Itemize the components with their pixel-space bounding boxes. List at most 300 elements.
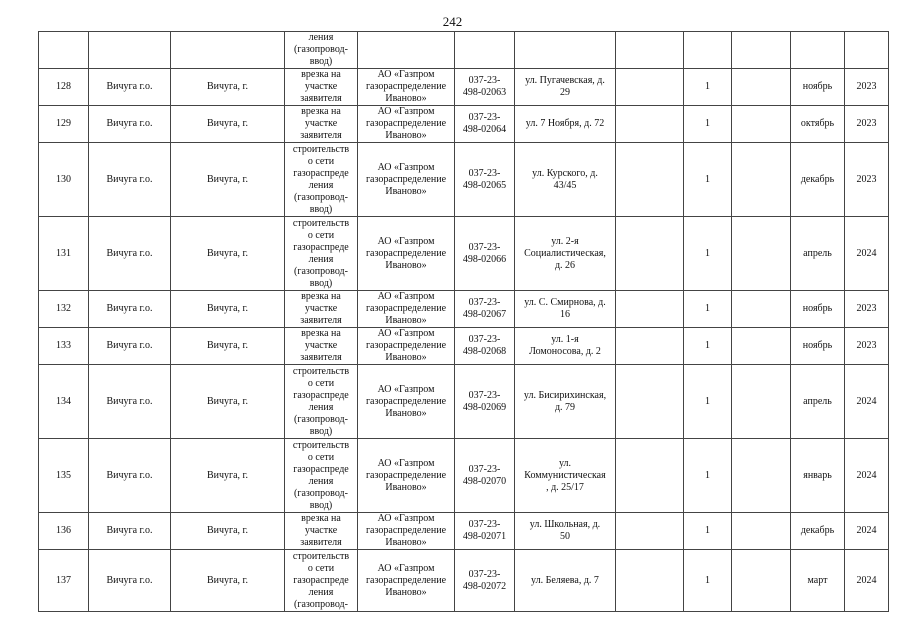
org-line: АО «Газпром xyxy=(377,383,435,395)
work-type-line: ввод) xyxy=(309,56,333,67)
cell-month: ноябрь xyxy=(791,328,845,365)
address-lines xyxy=(516,236,614,272)
table-row xyxy=(39,365,889,439)
cell-code xyxy=(455,217,515,291)
work-type-line: заявителя xyxy=(300,315,342,326)
address-line: ул. Беляева, д. 7 xyxy=(531,574,599,586)
cell-empty xyxy=(616,143,684,217)
work-type-line: газораспреде xyxy=(293,574,349,586)
code-line: 498-02065 xyxy=(462,179,507,191)
cell-empty xyxy=(732,106,791,143)
cell-municipality: Вичуга г.о. xyxy=(89,69,171,106)
address-lines xyxy=(516,168,614,192)
cell-year: 2024 xyxy=(845,217,889,291)
address-line: Коммунистическая xyxy=(524,469,606,481)
table-row xyxy=(39,217,889,291)
cell-settlement: Вичуга, г. xyxy=(171,69,285,106)
cell-year: 2023 xyxy=(845,69,889,106)
cell-year: 2024 xyxy=(845,439,889,513)
cell-settlement: Вичуга, г. xyxy=(171,217,285,291)
address-line: 50 xyxy=(560,531,570,542)
cell-num: 134 xyxy=(39,365,89,439)
org-line: АО «Газпром xyxy=(377,328,435,339)
org-lines xyxy=(359,69,453,105)
cell-work-type xyxy=(285,550,358,612)
cell-count: 1 xyxy=(684,69,732,106)
address-line: Ломоносова, д. 2 xyxy=(529,346,601,357)
cell-work-type xyxy=(285,143,358,217)
work-type-line: о сети xyxy=(307,377,335,389)
cell-code xyxy=(455,365,515,439)
code-lines xyxy=(456,112,513,136)
cell-org xyxy=(358,69,455,106)
work-type-lines xyxy=(286,106,356,142)
work-type-line: (газопровод- xyxy=(294,191,348,203)
org-line: Иваново» xyxy=(385,537,427,548)
address-line: ул. С. Смирнова, д. xyxy=(524,297,606,308)
work-type-line: ления xyxy=(308,475,334,487)
work-type-line: строительств xyxy=(292,143,350,155)
work-type-lines xyxy=(286,144,356,216)
table-row-partial xyxy=(39,32,889,69)
org-line: Иваново» xyxy=(385,352,427,363)
cell-num: 131 xyxy=(39,217,89,291)
address-line: ул. 1-я xyxy=(551,334,579,345)
work-type-line: заявителя xyxy=(300,93,342,104)
table-row xyxy=(39,106,889,143)
cell-month: октябрь xyxy=(791,106,845,143)
cell-empty xyxy=(732,69,791,106)
cell-count: 1 xyxy=(684,217,732,291)
code-line: 037-23- xyxy=(468,75,501,86)
cell-municipality: Вичуга г.о. xyxy=(89,143,171,217)
cell-org xyxy=(358,365,455,439)
org-line: АО «Газпром xyxy=(377,235,435,247)
cell-work-type xyxy=(285,365,358,439)
cell-count: 1 xyxy=(684,106,732,143)
code-line: 037-23- xyxy=(468,334,501,345)
work-type-line: газораспреде xyxy=(293,463,349,475)
org-line: газораспределение xyxy=(365,340,447,351)
code-line: 498-02070 xyxy=(462,475,507,487)
registry-body xyxy=(39,32,889,612)
cell-code xyxy=(455,328,515,365)
cell-empty xyxy=(616,217,684,291)
org-line: АО «Газпром xyxy=(377,106,435,117)
org-line: газораспределение xyxy=(365,81,447,92)
cell-year: 2024 xyxy=(845,365,889,439)
cell-org xyxy=(358,143,455,217)
cell-month: ноябрь xyxy=(791,291,845,328)
cell-code xyxy=(455,550,515,612)
cell-empty xyxy=(616,439,684,513)
cell-year: 2023 xyxy=(845,291,889,328)
code-line: 498-02067 xyxy=(462,309,507,320)
cell-org xyxy=(358,217,455,291)
work-type-line: участке xyxy=(304,340,338,351)
org-line: Иваново» xyxy=(385,586,427,598)
cell-year: 2024 xyxy=(845,513,889,550)
org-line: АО «Газпром xyxy=(377,69,435,80)
cell-year: 2024 xyxy=(845,550,889,612)
gas-connection-registry-table xyxy=(38,31,889,612)
address-line: 43/45 xyxy=(553,179,577,191)
cell-num: 130 xyxy=(39,143,89,217)
cell-code xyxy=(455,513,515,550)
work-type-line: ввод) xyxy=(309,499,333,511)
cell-empty xyxy=(616,291,684,328)
cell-num: 137 xyxy=(39,550,89,612)
work-type-line: заявителя xyxy=(300,537,342,548)
work-type-line: строительств xyxy=(292,365,350,377)
code-lines xyxy=(456,297,513,321)
org-line: АО «Газпром xyxy=(377,513,435,524)
work-type-line: ления xyxy=(308,586,334,598)
address-line: ул. Курского, д. xyxy=(532,167,598,179)
work-type-line: (газопровод- xyxy=(294,265,348,277)
code-lines xyxy=(456,519,513,543)
cell-empty xyxy=(616,106,684,143)
cell-settlement: Вичуга, г. xyxy=(171,143,285,217)
org-line: Иваново» xyxy=(385,185,427,197)
cell-address xyxy=(515,550,616,612)
address-line: 29 xyxy=(560,87,570,98)
cell-year: 2023 xyxy=(845,143,889,217)
work-type-lines xyxy=(286,551,356,611)
table-row xyxy=(39,291,889,328)
code-lines xyxy=(456,569,513,593)
cell-work-type xyxy=(285,328,358,365)
address-lines xyxy=(516,297,614,321)
address-lines xyxy=(516,334,614,358)
cell-empty xyxy=(732,550,791,612)
cell-month: январь xyxy=(791,439,845,513)
address-lines xyxy=(516,458,614,494)
org-line: газораспределение xyxy=(365,525,447,536)
cell-municipality: Вичуга г.о. xyxy=(89,365,171,439)
page-number: 242 xyxy=(442,14,463,29)
cell-municipality: Вичуга г.о. xyxy=(89,550,171,612)
cell-month xyxy=(791,32,845,69)
address-lines xyxy=(516,75,614,99)
cell-work-type xyxy=(285,217,358,291)
cell-num xyxy=(39,32,89,69)
work-type-line: ввод) xyxy=(309,425,333,437)
cell-empty xyxy=(616,69,684,106)
cell-code xyxy=(455,439,515,513)
cell-num: 128 xyxy=(39,69,89,106)
cell-month: апрель xyxy=(791,365,845,439)
code-lines xyxy=(456,464,513,488)
cell-address xyxy=(515,365,616,439)
cell-empty xyxy=(684,32,732,69)
work-type-lines xyxy=(286,218,356,290)
work-type-lines xyxy=(286,366,356,438)
work-type-line: газораспреде xyxy=(293,389,349,401)
table-row xyxy=(39,550,889,612)
cell-org xyxy=(358,513,455,550)
cell-count: 1 xyxy=(684,439,732,513)
cell-org xyxy=(358,106,455,143)
code-lines xyxy=(456,168,513,192)
cell-municipality: Вичуга г.о. xyxy=(89,439,171,513)
work-type-line: ления xyxy=(308,253,334,265)
work-type-line: участке xyxy=(304,81,338,92)
code-line: 498-02063 xyxy=(462,87,507,98)
work-type-line: врезка на xyxy=(301,291,341,302)
cell-settlement: Вичуга, г. xyxy=(171,106,285,143)
cell-count: 1 xyxy=(684,365,732,439)
cell-count: 1 xyxy=(684,550,732,612)
code-line: 037-23- xyxy=(468,519,501,530)
cell-org xyxy=(358,291,455,328)
code-line: 037-23- xyxy=(468,297,501,308)
org-lines xyxy=(359,106,453,142)
cell-month: декабрь xyxy=(791,513,845,550)
cell-empty xyxy=(732,217,791,291)
cell-count: 1 xyxy=(684,291,732,328)
work-type-line: о сети xyxy=(307,229,335,241)
address-line: 16 xyxy=(560,309,570,320)
work-type-line: строительств xyxy=(292,217,350,229)
cell-org xyxy=(358,32,455,69)
org-lines xyxy=(359,162,453,198)
code-line: 498-02069 xyxy=(462,401,507,413)
table-row xyxy=(39,143,889,217)
cell-empty xyxy=(616,513,684,550)
org-lines xyxy=(359,513,453,549)
code-line: 037-23- xyxy=(468,112,501,123)
org-line: АО «Газпром xyxy=(377,291,435,302)
cell-org xyxy=(358,439,455,513)
code-line: 037-23- xyxy=(468,568,501,580)
cell-work-type xyxy=(285,32,358,69)
code-line: 498-02072 xyxy=(462,580,507,592)
address-lines xyxy=(516,519,614,543)
work-type-line: участке xyxy=(304,118,338,129)
cell-empty xyxy=(732,143,791,217)
table-row xyxy=(39,513,889,550)
cell-code xyxy=(455,69,515,106)
cell-year xyxy=(845,32,889,69)
cell-num: 135 xyxy=(39,439,89,513)
cell-count: 1 xyxy=(684,513,732,550)
cell-count: 1 xyxy=(684,328,732,365)
cell-settlement: Вичуга, г. xyxy=(171,439,285,513)
cell-num: 136 xyxy=(39,513,89,550)
address-line: ул. 2-я xyxy=(551,235,579,247)
address-line: ул. xyxy=(558,457,572,469)
cell-settlement: Вичуга, г. xyxy=(171,291,285,328)
org-lines xyxy=(359,563,453,599)
work-type-line: заявителя xyxy=(300,130,342,141)
cell-settlement: Вичуга, г. xyxy=(171,513,285,550)
org-lines xyxy=(359,236,453,272)
work-type-line: строительств xyxy=(292,550,350,562)
table-row xyxy=(39,69,889,106)
cell-work-type xyxy=(285,106,358,143)
org-line: Иваново» xyxy=(385,130,427,141)
cell-code xyxy=(455,143,515,217)
cell-org xyxy=(358,550,455,612)
work-type-lines xyxy=(286,328,356,364)
work-type-line: (газопровод- xyxy=(294,44,348,55)
cell-empty xyxy=(732,291,791,328)
work-type-line: участке xyxy=(304,525,338,536)
cell-address xyxy=(515,32,616,69)
address-line: Социалистическая, xyxy=(524,247,606,259)
cell-code xyxy=(455,291,515,328)
cell-month: апрель xyxy=(791,217,845,291)
work-type-line: о сети xyxy=(307,562,335,574)
cell-address xyxy=(515,439,616,513)
work-type-lines xyxy=(286,32,356,68)
cell-num: 129 xyxy=(39,106,89,143)
work-type-line: ления xyxy=(308,401,334,413)
cell-month: декабрь xyxy=(791,143,845,217)
work-type-line: (газопровод- xyxy=(294,487,348,499)
org-line: Иваново» xyxy=(385,259,427,271)
cell-month: ноябрь xyxy=(791,69,845,106)
cell-municipality xyxy=(89,32,171,69)
org-lines xyxy=(359,384,453,420)
cell-empty xyxy=(616,328,684,365)
org-line: АО «Газпром xyxy=(377,457,435,469)
org-line: Иваново» xyxy=(385,407,427,419)
work-type-line: ввод) xyxy=(309,203,333,215)
work-type-line: врезка на xyxy=(301,106,341,117)
work-type-lines xyxy=(286,440,356,512)
cell-work-type xyxy=(285,439,358,513)
address-line: ул. Пугачевская, д. xyxy=(525,75,605,86)
code-line: 498-02066 xyxy=(462,253,507,265)
cell-address xyxy=(515,106,616,143)
org-line: Иваново» xyxy=(385,93,427,104)
cell-work-type xyxy=(285,291,358,328)
cell-count: 1 xyxy=(684,143,732,217)
work-type-line: газораспреде xyxy=(293,167,349,179)
address-lines xyxy=(516,118,614,130)
code-lines xyxy=(456,75,513,99)
org-line: Иваново» xyxy=(385,481,427,493)
cell-empty xyxy=(616,32,684,69)
cell-empty xyxy=(616,550,684,612)
cell-num: 132 xyxy=(39,291,89,328)
address-line: д. 79 xyxy=(554,401,576,413)
address-line: , д. 25/17 xyxy=(546,481,584,493)
org-lines xyxy=(359,291,453,327)
org-line: АО «Газпром xyxy=(377,161,435,173)
cell-settlement: Вичуга, г. xyxy=(171,328,285,365)
table-row xyxy=(39,328,889,365)
org-line: газораспределение xyxy=(365,574,447,586)
org-line: газораспределение xyxy=(365,395,447,407)
org-line: газораспределение xyxy=(365,303,447,314)
code-line: 498-02068 xyxy=(462,346,507,357)
cell-municipality: Вичуга г.о. xyxy=(89,328,171,365)
org-line: Иваново» xyxy=(385,315,427,326)
work-type-line: о сети xyxy=(307,155,335,167)
work-type-lines xyxy=(286,291,356,327)
org-lines xyxy=(359,328,453,364)
cell-municipality: Вичуга г.о. xyxy=(89,513,171,550)
org-line: газораспределение xyxy=(365,173,447,185)
address-lines xyxy=(516,390,614,414)
work-type-line: ления xyxy=(308,179,334,191)
code-line: 498-02064 xyxy=(462,124,507,135)
cell-address xyxy=(515,69,616,106)
cell-year: 2023 xyxy=(845,328,889,365)
org-line: газораспределение xyxy=(365,247,447,259)
work-type-lines xyxy=(286,69,356,105)
address-line: ул. 7 Ноября, д. 72 xyxy=(525,118,605,129)
cell-address xyxy=(515,328,616,365)
cell-work-type xyxy=(285,513,358,550)
cell-empty xyxy=(732,32,791,69)
code-line: 037-23- xyxy=(468,389,501,401)
org-line: АО «Газпром xyxy=(377,562,435,574)
work-type-lines xyxy=(286,513,356,549)
address-line: д. 26 xyxy=(554,259,576,271)
cell-settlement xyxy=(171,32,285,69)
work-type-line: врезка на xyxy=(301,69,341,80)
address-lines xyxy=(516,575,614,587)
cell-address xyxy=(515,143,616,217)
org-line: газораспределение xyxy=(365,118,447,129)
cell-empty xyxy=(732,513,791,550)
cell-address xyxy=(515,291,616,328)
work-type-line: строительств xyxy=(292,439,350,451)
cell-year: 2023 xyxy=(845,106,889,143)
work-type-line: заявителя xyxy=(300,352,342,363)
code-line: 498-02071 xyxy=(462,531,507,542)
cell-empty xyxy=(732,439,791,513)
work-type-line: (газопровод- xyxy=(294,598,348,610)
address-line: ул. Школьная, д. xyxy=(529,519,601,530)
work-type-line: ввод) xyxy=(309,277,333,289)
code-line: 037-23- xyxy=(468,241,501,253)
cell-municipality: Вичуга г.о. xyxy=(89,106,171,143)
work-type-line: газораспреде xyxy=(293,241,349,253)
cell-empty xyxy=(732,328,791,365)
cell-org xyxy=(358,328,455,365)
org-lines xyxy=(359,458,453,494)
code-lines xyxy=(456,390,513,414)
table-row xyxy=(39,439,889,513)
cell-code xyxy=(455,106,515,143)
work-type-line: ления xyxy=(308,32,334,43)
code-line: 037-23- xyxy=(468,167,501,179)
cell-settlement: Вичуга, г. xyxy=(171,550,285,612)
org-line: газораспределение xyxy=(365,469,447,481)
cell-municipality: Вичуга г.о. xyxy=(89,217,171,291)
code-line: 037-23- xyxy=(468,463,501,475)
cell-work-type xyxy=(285,69,358,106)
address-line: ул. Бисирихинская, xyxy=(523,389,607,401)
cell-empty xyxy=(616,365,684,439)
code-lines xyxy=(456,242,513,266)
cell-municipality: Вичуга г.о. xyxy=(89,291,171,328)
code-lines xyxy=(456,334,513,358)
cell-empty xyxy=(732,365,791,439)
cell-month: март xyxy=(791,550,845,612)
cell-address xyxy=(515,217,616,291)
work-type-line: о сети xyxy=(307,451,335,463)
cell-address xyxy=(515,513,616,550)
work-type-line: врезка на xyxy=(301,328,341,339)
work-type-line: врезка на xyxy=(301,513,341,524)
cell-code xyxy=(455,32,515,69)
